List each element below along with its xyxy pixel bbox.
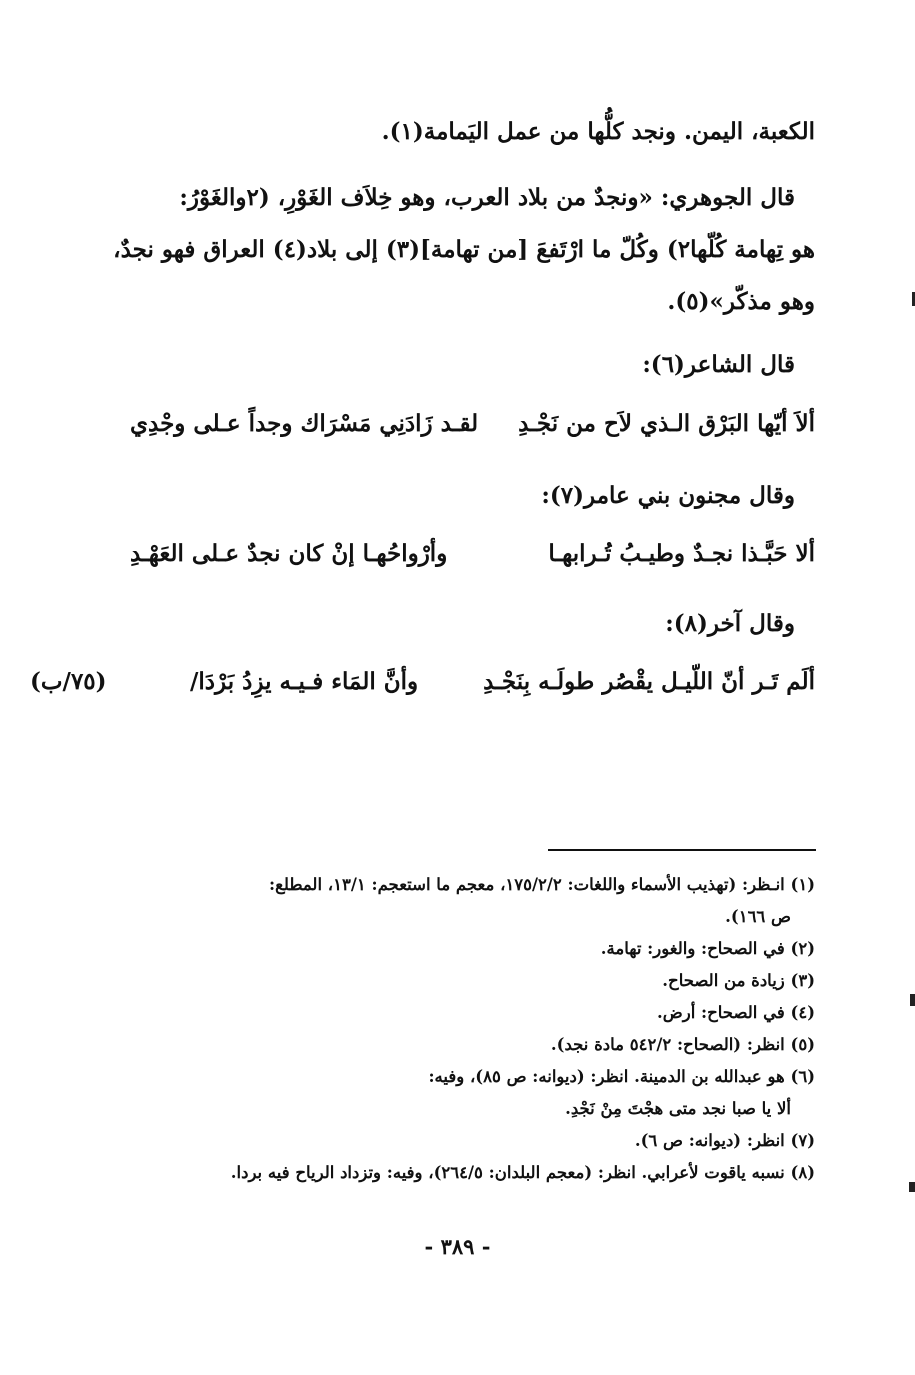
verse-2-first-hemistich: ألا حَبَّـذا نجـدٌ وطيـبُ تُـرابهـا: [548, 540, 815, 567]
scan-edge-mark: [909, 1182, 915, 1192]
footnote-separator: [548, 849, 816, 851]
footnote-8: (٨) نسبه ياقوت لأعرابي. انظر: (معجم البلدان: ٢٦٤/٥)، وفيه: وتزداد الرياح فيه بردا.: [230, 1163, 815, 1182]
body-line-1: الكعبة، اليمن. ونجد كلُّها من عمل اليَمامة(١).: [381, 118, 815, 145]
verse-3: [30, 668, 815, 712]
folio-marker: (٧٥/ب): [30, 668, 107, 695]
body-line-2: قال الجوهري: «ونجدٌ من بلاد العرب، وهو خِلاَف الغَوْرِ، (٢والغَوْرُ:: [179, 184, 795, 211]
verse-3-first-hemistich: ألَم تَـر أنّ اللّيـل يقْصُر طولَـه بِنَجْـدِ: [483, 668, 815, 695]
body-line-5: قال الشاعر(٦):: [642, 351, 795, 378]
verse-1-second-hemistich: لقـد زَادَنِي مَسْرَاك وجداً عـلى وجْدِي: [130, 410, 479, 437]
body-line-7: وقال آخر(٨):: [665, 610, 795, 637]
body-line-3: هو تِهامة كُلّها٢) وكُلّ ما ارْتَفعَ [من تهامة](٣) إلى بلاد(٤) العراق فهو نجدٌ،: [113, 236, 815, 263]
verse-2: [30, 540, 815, 584]
verse-2-second-hemistich: وأرْواحُهـا إنْ كان نجدٌ عـلى العَهْـدِ: [130, 540, 448, 567]
footnote-4: (٤) في الصحاح: أرض.: [657, 1003, 815, 1022]
footnote-6-continuation: ألا يا صبا نجد متى هجْتَ مِنْ نَجْدِ.: [565, 1099, 791, 1118]
page-number: - ٣٨٩ -: [424, 1234, 491, 1259]
verse-1-first-hemistich: ألاَ أيّها البَرْق الـذي لاَح من نَجْـدِ: [518, 410, 815, 437]
footnote-1: (١) انـظر: (تهذيب الأسماء واللغات: ١٧٥/٢/٢، معجم ما استعجم: ١٣/١، المطلع:: [269, 875, 815, 894]
footnote-6: (٦) هو عبدالله بن الدمينة. انظر: (ديوانه: ص ٨٥)، وفيه:: [428, 1067, 815, 1086]
scan-edge-mark: [910, 994, 915, 1006]
verse-3-second-hemistich: وأنَّ المَاء فـيـه يزِدُ بَرْدَا/: [190, 668, 419, 695]
body-line-6: وقال مجنون بني عامر(٧):: [541, 482, 795, 509]
footnote-7: (٧) انظر: (ديوانه: ص ٦).: [634, 1131, 815, 1150]
footnote-1-continuation: ص ١٦٦).: [725, 907, 791, 926]
verse-1: [30, 410, 815, 454]
footnote-2: (٢) في الصحاح: والغور: تهامة.: [600, 939, 815, 958]
body-line-4: وهو مذكّر»(٥).: [667, 288, 815, 315]
footnote-5: (٥) انظر: (الصحاح: ٥٤٢/٢ مادة نجد).: [550, 1035, 815, 1054]
footnote-3: (٣) زيادة من الصحاح.: [662, 971, 815, 990]
